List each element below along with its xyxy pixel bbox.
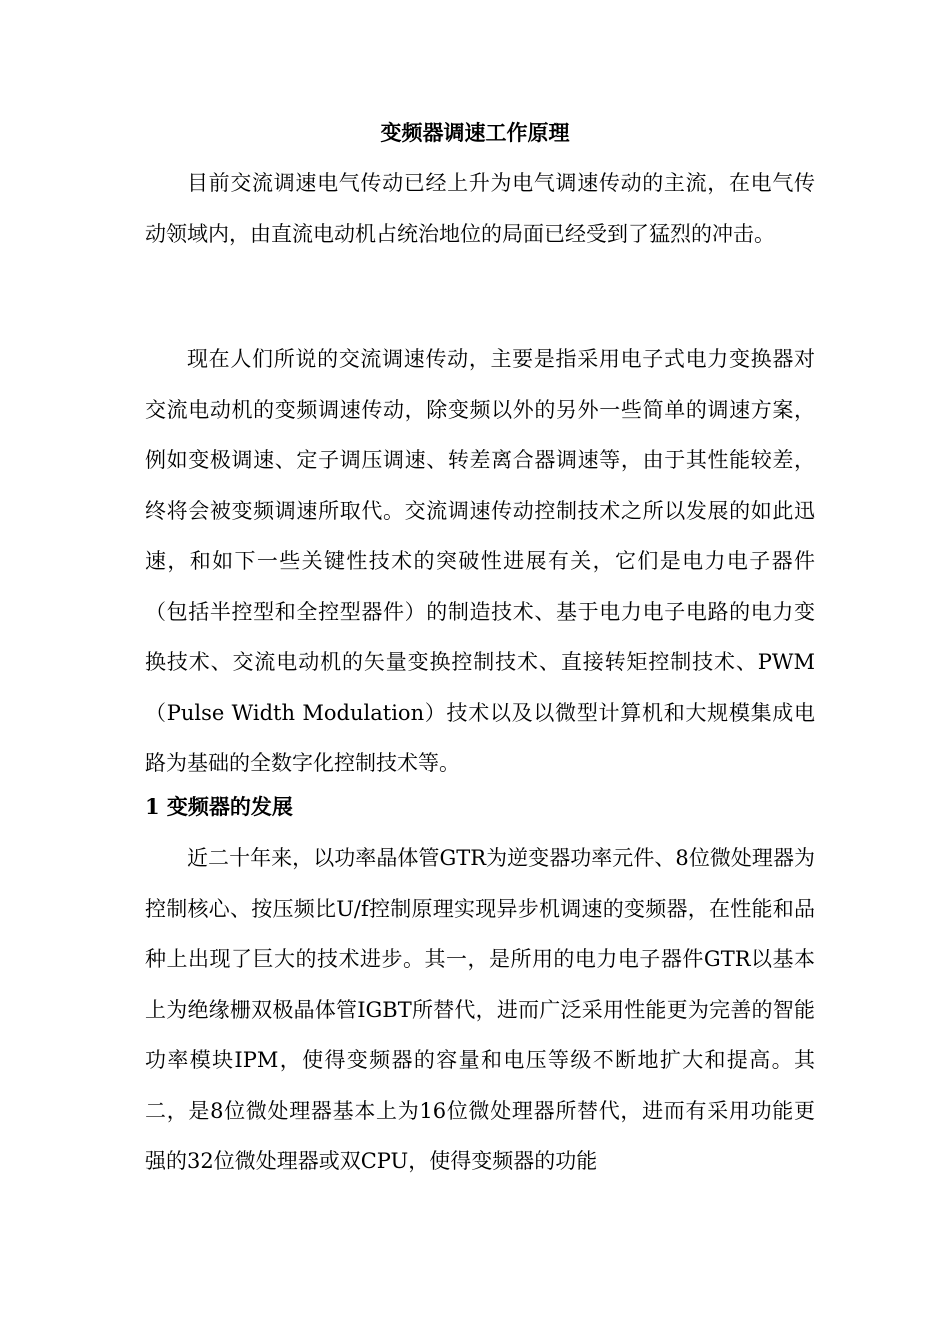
paragraph-intro: 目前交流调速电气传动已经上升为电气调速传动的主流，在电气传动领域内，由直流电动机占统治地位的局面已经受到了猛烈的冲击。 (145, 171, 815, 246)
paragraph-ac-drive: 现在人们所说的交流调速传动，主要是指采用电子式电力变换器对交流电动机的变频调速传动，除变频以外的另外一些简单的调速方案，例如变极调速、定子调压调速、转差离合器调速等，由于其性能较差，终将会被变频调速所取代。交流调速传动控制技术之所以发展的如此迅速，和如下一些关键性技术的突破性进展有关，它们是电力电子器件（包括半控型和全控型器件）的制造技术、基于电力电子电路的电力变换技术、交流电动机的矢量变换控制技术、直接转矩控制技术、PWM（Pulse Width Modulation）技术以及以微型计算机和大规模集成电路为基础的全数字化控制技术等。 (145, 347, 815, 775)
document-title: 变频器调速工作原理 (380, 120, 570, 145)
section-heading-development: 1 变频器的发展 (145, 794, 293, 819)
paragraph-development: 近二十年来，以功率晶体管GTR为逆变器功率元件、8位微处理器为控制核心、按压频比U/f控制原理实现异步机调速的变频器，在性能和品种上出现了巨大的技术进步。其一，是所用的电力电子器件GTR以基本上为绝缘栅双极晶体管IGBT所替代，进而广泛采用性能更为完善的智能功率模块IPM，使得变频器的容量和电压等级不断地扩大和提高。其二，是8位微处理器基本上为16位微处理器所替代，进而有采用功能更强的32位微处理器或双CPU，使得变频器的功能 (145, 846, 815, 1173)
